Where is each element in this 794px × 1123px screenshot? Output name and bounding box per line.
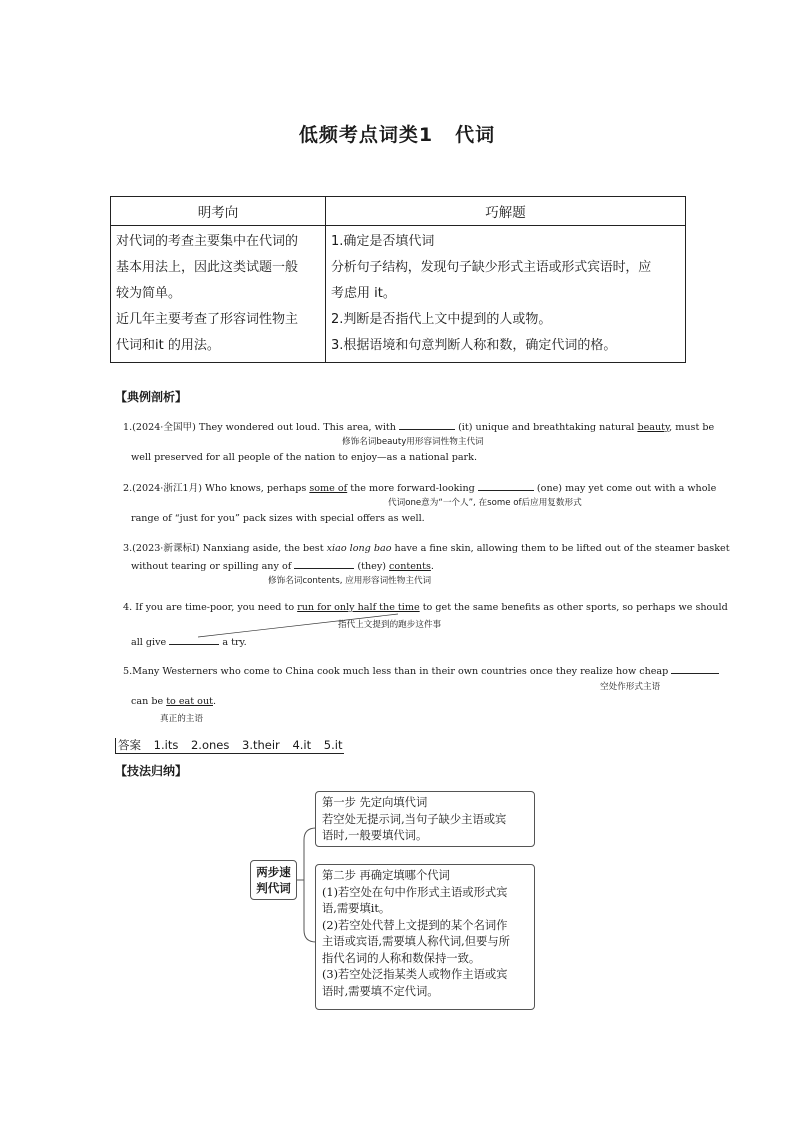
answer-label: 答案 bbox=[118, 738, 141, 752]
section-heading-method: 【技法归纳】 bbox=[115, 764, 188, 778]
step-line: (2)若空处代替上文提到的某个名词作 bbox=[322, 918, 508, 932]
step-line: 主语或宾语,需要填人称代词,但要与所 bbox=[322, 935, 510, 948]
mindmap-step-1 bbox=[315, 791, 535, 847]
cell-line: 基本用法上，因此这类试题一般 bbox=[116, 260, 299, 275]
cell-line: 分析句子结构，发现句子缺少形式主语或形式宾语时，应 bbox=[331, 260, 652, 275]
cell-line: 考虑用 it。 bbox=[331, 286, 396, 301]
section-heading-examples: 【典例剖析】 bbox=[115, 390, 188, 404]
answer-key bbox=[115, 738, 344, 754]
mindmap-step-2 bbox=[315, 864, 535, 1010]
example-5-line-2: can be to eat out. bbox=[131, 696, 217, 707]
example-1-line-1: 1.(2024·全国甲) They wondered out loud. This area, with (it) unique and breathtaking natural beauty, must be bbox=[123, 422, 715, 433]
example-3-note: 修饰名词contents, 应用形容词性物主代词 bbox=[268, 576, 432, 586]
table-header-direction: 明考向 bbox=[111, 197, 326, 226]
step-line: (1)若空处在句中作形式主语或形式宾 bbox=[322, 885, 508, 899]
example-2-line-1: 2.(2024·浙江1月) Who knows, perhaps some of the more forward-looking (one) may yet come out with a whole bbox=[123, 483, 717, 494]
answer-item: 3.their bbox=[242, 738, 280, 752]
example-4-note: 指代上文提到的跑步这件事 bbox=[338, 620, 442, 630]
step-line: 语,需要填it。 bbox=[322, 902, 391, 915]
page-title-sub: 代词 bbox=[455, 124, 496, 146]
step-line: 第一步 先定向填代词 bbox=[322, 796, 428, 809]
example-2-line-2: range of “just for you” pack sizes with special offers as well. bbox=[131, 513, 425, 524]
step-line: 指代名词的人称和数保持一致。 bbox=[322, 951, 481, 965]
mindmap-center-line: 两步速 bbox=[256, 865, 291, 879]
step-line: 若空处无提示词,当句子缺少主语或宾 bbox=[322, 812, 507, 826]
answer-item: 1.its bbox=[153, 738, 179, 752]
example-4-line-1: 4. If you are time-poor, you need to run for only half the time to get the same benefits as other sports, so perhaps we should bbox=[123, 602, 728, 613]
example-3-line-1: 3.(2023·新课标Ⅰ) Nanxiang aside, the best xiao long bao have a fine skin, allowing them to be lifted out of the steamer basket bbox=[123, 543, 730, 554]
table-header-method: 巧解题 bbox=[326, 197, 686, 226]
example-2-note: 代词one意为“一个人”, 在some of后应用复数形式 bbox=[388, 498, 582, 508]
mindmap-center bbox=[250, 860, 297, 900]
cell-line: 3.根据语境和句意判断人称和数，确定代词的格。 bbox=[331, 338, 617, 353]
cell-line: 对代词的考查主要集中在代词的 bbox=[116, 234, 299, 249]
example-5-note: 空处作形式主语 bbox=[600, 682, 661, 692]
example-4-line-2: all give a try. bbox=[131, 637, 247, 648]
mindmap-center-line: 判代词 bbox=[256, 881, 291, 895]
example-5-note-2: 真正的主语 bbox=[160, 714, 203, 724]
page-title-main: 低频考点词类1 bbox=[298, 124, 434, 146]
answer-item: 4.it bbox=[292, 738, 312, 752]
cell-line: 1.确定是否填代词 bbox=[331, 234, 435, 249]
step-line: 语时,需要填不定代词。 bbox=[322, 984, 439, 998]
step-line: 语时,一般要填代词。 bbox=[322, 829, 428, 842]
step-line: 第二步 再确定填哪个代词 bbox=[322, 869, 450, 882]
example-1-line-2: well preserved for all people of the nation to enjoy—as a national park. bbox=[131, 452, 478, 463]
example-3-line-2: without tearing or spilling any of (they) contents. bbox=[131, 561, 434, 572]
example-5-line-1: 5.Many Westerners who come to China cook much less than in their own countries once they realize how cheap bbox=[123, 664, 719, 678]
step-line: (3)若空处泛指某类人或物作主语或宾 bbox=[322, 968, 508, 981]
cell-line: 较为简单。 bbox=[116, 286, 182, 301]
answer-item: 2.ones bbox=[190, 738, 230, 752]
answer-item: 5.it bbox=[323, 738, 343, 752]
cell-line: 代词和it 的用法。 bbox=[116, 338, 220, 353]
cell-line: 近几年主要考查了形容词性物主 bbox=[116, 312, 299, 327]
example-1-note: 修饰名词beauty用形容词性物主代词 bbox=[342, 437, 484, 447]
cell-line: 2.判断是否指代上文中提到的人或物。 bbox=[331, 312, 552, 327]
